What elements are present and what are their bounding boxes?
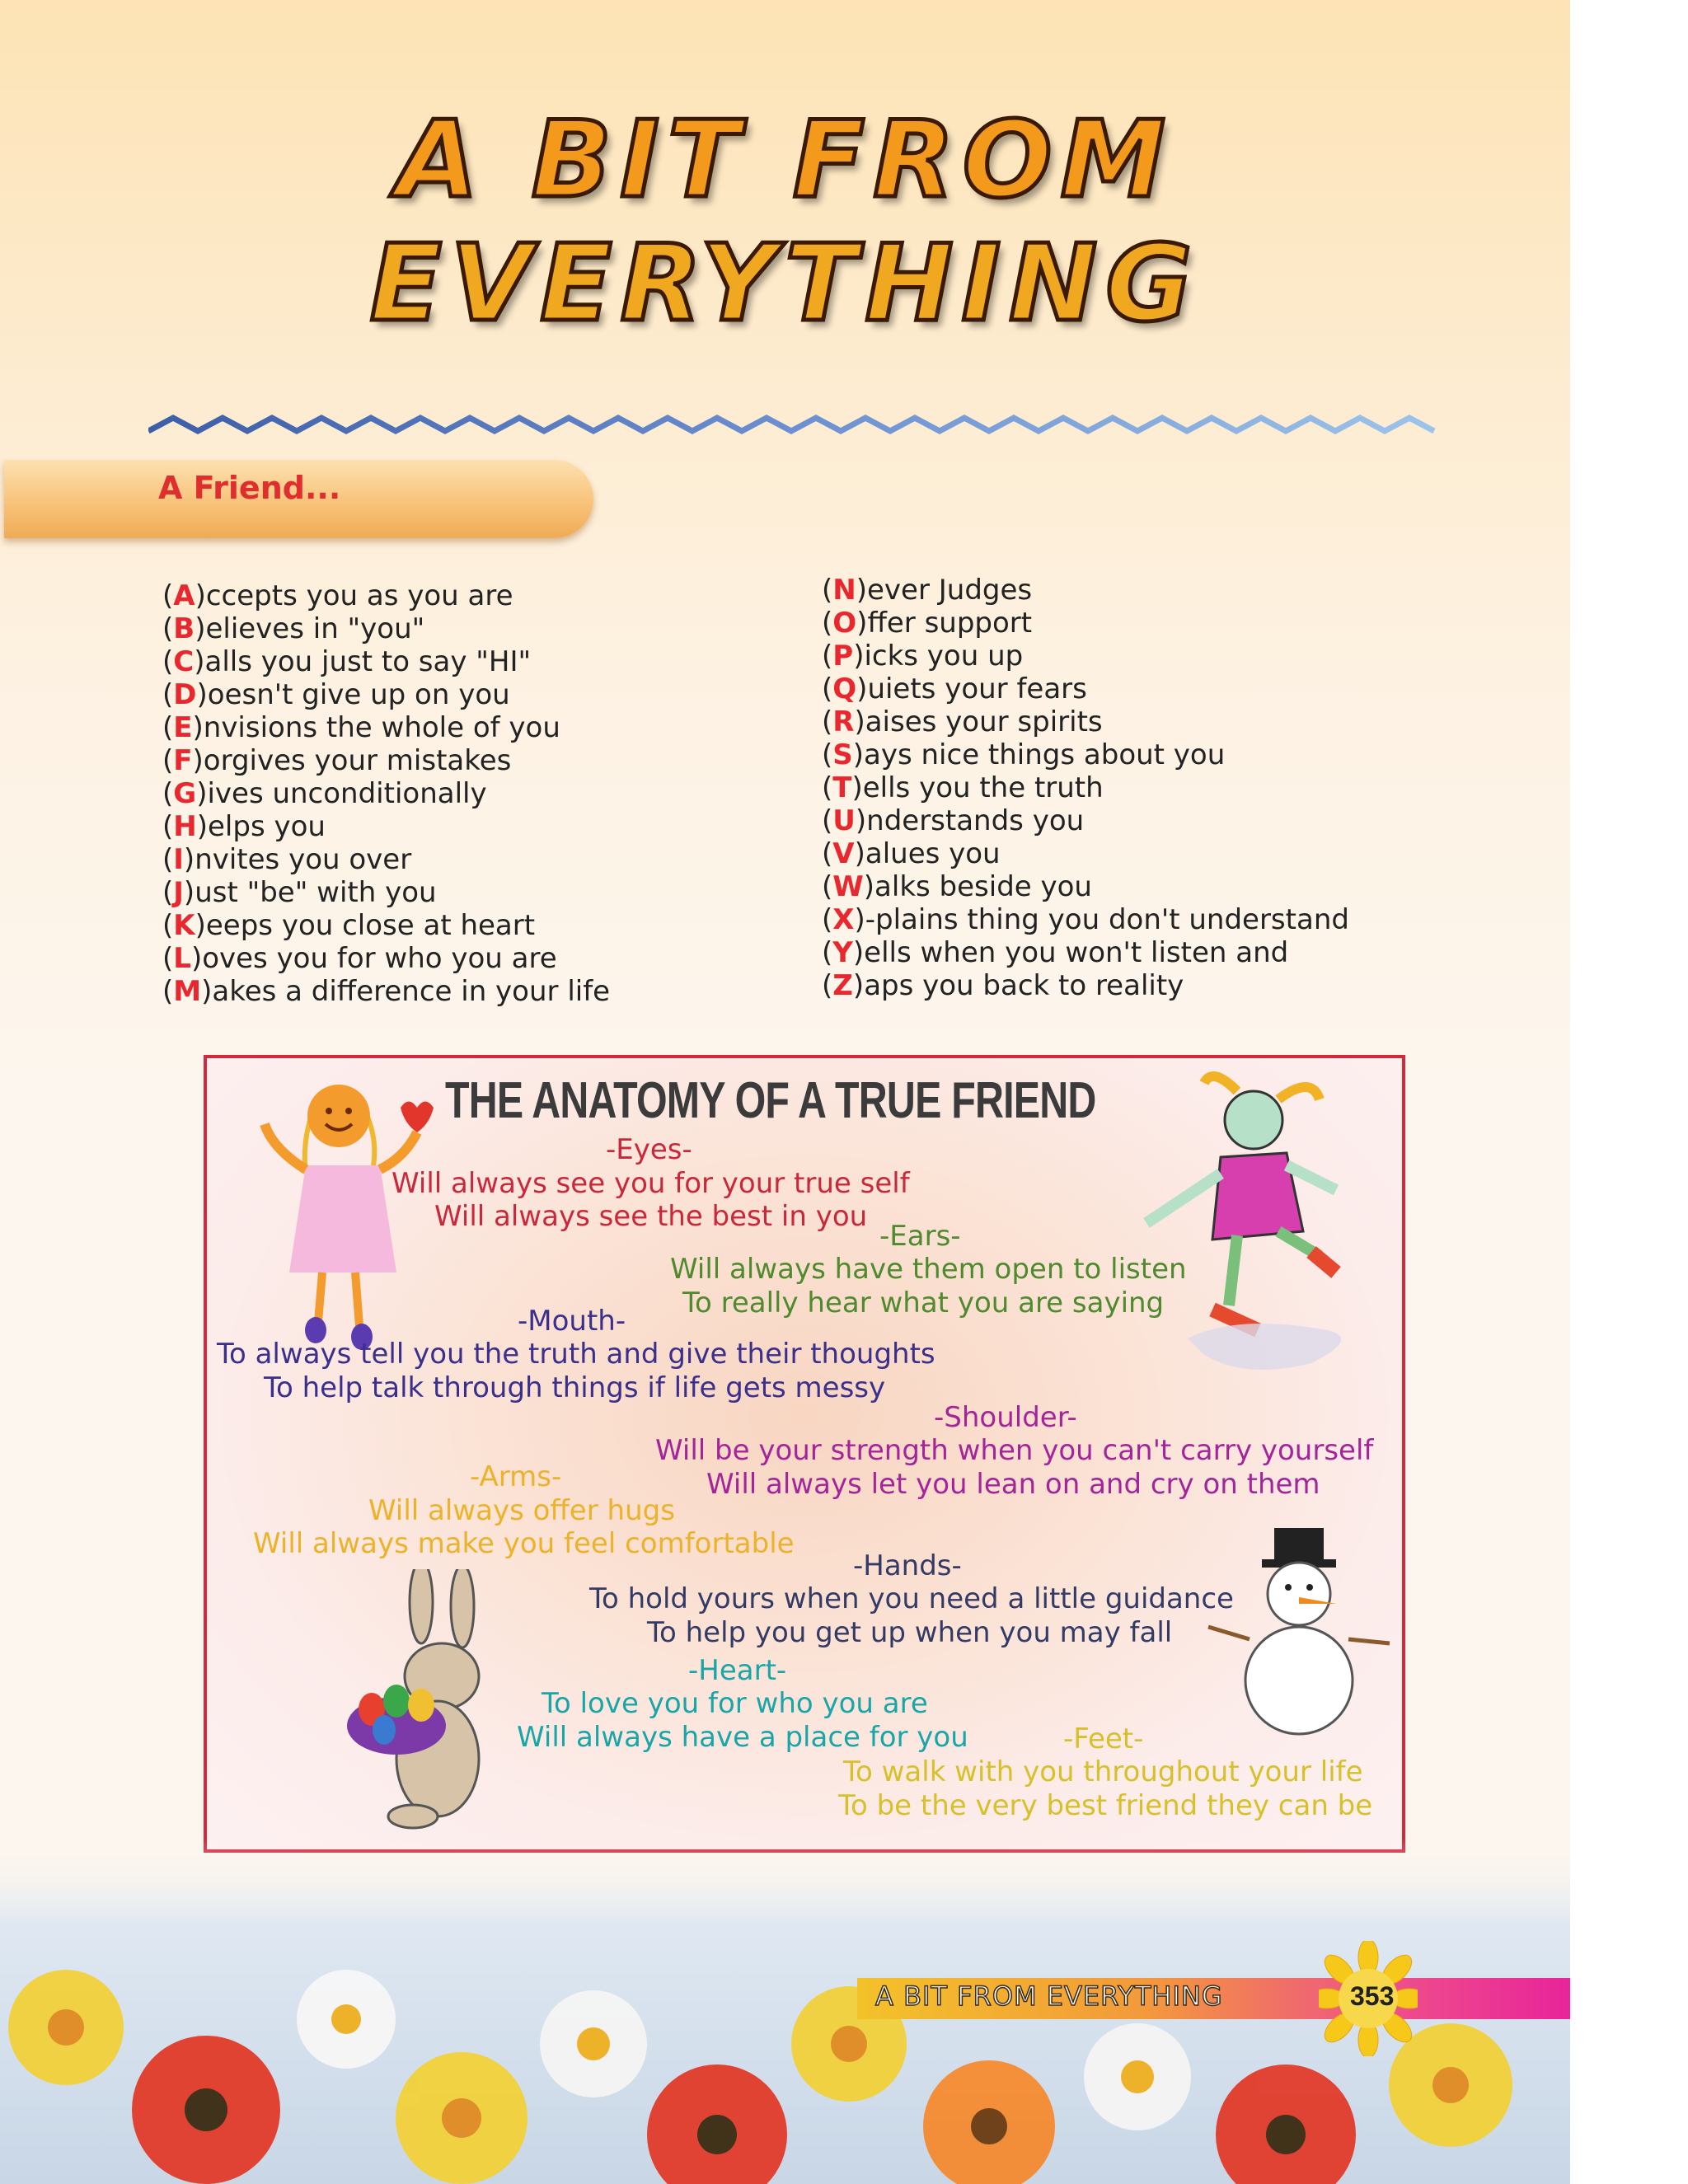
acrostic-row <box>162 876 610 909</box>
acrostic-text: eeps you close at heart <box>205 909 536 942</box>
acrostic-letter: J <box>173 876 184 909</box>
paren-close: ) <box>196 678 208 711</box>
acrostic-row <box>822 705 1349 738</box>
mouth-heading: -Mouth- <box>518 1305 626 1338</box>
acrostic-letter: L <box>173 942 191 975</box>
paren-close: ) <box>192 744 204 777</box>
acrostic-text: alls you just to say "HI" <box>204 645 532 678</box>
paren-close: ) <box>852 738 865 771</box>
acrostic-letter: H <box>173 810 197 843</box>
acrostic-right-column <box>822 574 1349 1002</box>
acrostic-row <box>822 804 1349 837</box>
acrostic-letter: G <box>173 777 197 810</box>
paren-close: ) <box>201 975 213 1008</box>
acrostic-text: orgives your mistakes <box>203 744 512 777</box>
acrostic-text: -plains thing you don't understand <box>865 903 1349 936</box>
skater-girl-illustration-icon <box>1114 1066 1377 1380</box>
paren-open: ( <box>822 969 833 1002</box>
acrostic-letter: I <box>173 843 184 876</box>
bunny-illustration-icon <box>331 1569 528 1849</box>
feet-line-1: To walk with you throughout your life <box>843 1755 1363 1788</box>
acrostic-letter: K <box>173 909 195 942</box>
acrostic-letter: D <box>173 678 197 711</box>
paren-open: ( <box>822 607 833 640</box>
acrostic-row <box>822 936 1349 969</box>
acrostic-letter: B <box>173 612 195 645</box>
paren-close: ) <box>854 903 865 936</box>
acrostic-row <box>162 942 610 975</box>
acrostic-letter: E <box>173 711 193 744</box>
hands-line-2: To help you get up when you may fall <box>647 1616 1173 1649</box>
paren-close: ) <box>195 612 206 645</box>
paren-close: ) <box>856 574 867 607</box>
paren-close: ) <box>196 810 208 843</box>
acrostic-letter: U <box>832 804 856 837</box>
acrostic-row <box>822 903 1349 936</box>
ears-heading: -Ears- <box>879 1220 961 1253</box>
mouth-line-1: To always tell you the truth and give their thoughts <box>217 1338 935 1371</box>
page-title <box>0 99 1570 346</box>
acrostic-row <box>162 711 610 744</box>
eyes-heading: -Eyes- <box>606 1133 692 1166</box>
acrostic-text: icks you up <box>864 640 1024 673</box>
acrostic-text: oves you for who you are <box>202 942 557 975</box>
acrostic-row <box>822 771 1349 804</box>
acrostic-letter: Q <box>832 673 857 705</box>
acrostic-text: elps you <box>208 810 326 843</box>
acrostic-text: akes a difference in your life <box>212 975 611 1008</box>
paren-open: ( <box>162 678 174 711</box>
acrostic-text: alks beside you <box>874 870 1092 903</box>
acrostic-letter: X <box>832 903 855 936</box>
paren-open: ( <box>162 711 174 744</box>
acrostic-letter: Y <box>832 936 853 969</box>
ears-line-1: Will always have them open to listen <box>670 1253 1187 1286</box>
paren-open: ( <box>162 612 174 645</box>
paren-open: ( <box>162 744 174 777</box>
acrostic-row <box>162 777 610 810</box>
paren-open: ( <box>162 975 174 1008</box>
paren-close: ) <box>855 804 867 837</box>
paren-close: ) <box>195 579 206 612</box>
acrostic-letter: N <box>832 574 856 607</box>
acrostic-text: nderstands you <box>866 804 1085 837</box>
title-line-1: A BIT FROM <box>396 99 1174 222</box>
shoulder-line-1: Will be your strength when you can't carry yourself <box>655 1434 1374 1467</box>
paren-close: ) <box>192 711 204 744</box>
mouth-line-2: To help talk through things if life gets messy <box>264 1371 886 1404</box>
paren-open: ( <box>822 903 833 936</box>
acrostic-row <box>162 579 610 612</box>
acrostic-row <box>162 909 610 942</box>
acrostic-row <box>162 810 610 843</box>
paren-open: ( <box>822 771 833 804</box>
acrostic-row <box>822 640 1349 673</box>
acrostic-row <box>822 673 1349 705</box>
paren-open: ( <box>822 837 833 870</box>
acrostic-text: oesn't give up on you <box>207 678 510 711</box>
paren-open: ( <box>162 645 174 678</box>
paren-close: ) <box>863 870 875 903</box>
acrostic-letter: T <box>832 771 852 804</box>
acrostic-text: alues you <box>865 837 1001 870</box>
paren-open: ( <box>822 673 833 705</box>
acrostic-text: ives unconditionally <box>207 777 487 810</box>
paren-close: ) <box>196 777 208 810</box>
title-line-2: EVERYTHING <box>369 223 1201 345</box>
page-number: 353 <box>1350 1981 1395 2011</box>
paren-open: ( <box>162 876 174 909</box>
acrostic-text: nvites you over <box>195 843 412 876</box>
girl-illustration-icon <box>256 1075 438 1355</box>
acrostic-text: aps you back to reality <box>864 969 1184 1002</box>
paren-open: ( <box>162 579 174 612</box>
acrostic-text: aises your spirits <box>865 705 1103 738</box>
footer-running-title: A BIT FROM EVERYTHING <box>875 1980 1223 2012</box>
paren-open: ( <box>822 738 833 771</box>
feet-line-2: To be the very best friend they can be <box>838 1789 1373 1822</box>
paren-open: ( <box>822 870 833 903</box>
heart-heading: -Heart- <box>688 1654 787 1687</box>
paren-close: ) <box>856 673 868 705</box>
acrostic-row <box>162 645 610 678</box>
paren-close: ) <box>852 969 865 1002</box>
paren-open: ( <box>822 705 833 738</box>
paren-close: ) <box>853 640 865 673</box>
acrostic-row <box>822 837 1349 870</box>
acrostic-letter: Z <box>832 969 853 1002</box>
heart-line-2: Will always have a place for you <box>517 1721 968 1754</box>
acrostic-text: nvisions the whole of you <box>203 711 560 744</box>
acrostic-letter: P <box>832 640 854 673</box>
paren-close: ) <box>852 936 865 969</box>
acrostic-row <box>162 744 610 777</box>
acrostic-letter: R <box>832 705 855 738</box>
paren-close: ) <box>194 645 205 678</box>
acrostic-left-column <box>162 579 610 1008</box>
arms-line-1: Will always offer hugs <box>368 1494 675 1527</box>
paren-open: ( <box>162 777 174 810</box>
paren-close: ) <box>854 837 865 870</box>
acrostic-letter: S <box>832 738 853 771</box>
paren-close: ) <box>183 843 195 876</box>
acrostic-letter: W <box>832 870 864 903</box>
zigzag-divider <box>148 408 1451 441</box>
paren-open: ( <box>162 810 174 843</box>
snowman-illustration-icon <box>1204 1528 1394 1742</box>
shoulder-line-2: Will always let you lean on and cry on them <box>706 1468 1320 1501</box>
paren-close: ) <box>856 607 868 640</box>
paren-close: ) <box>851 771 863 804</box>
acrostic-row <box>162 612 610 645</box>
ears-line-2: To really hear what you are saying <box>682 1286 1165 1319</box>
acrostic-letter: M <box>173 975 202 1008</box>
paren-open: ( <box>162 909 174 942</box>
anatomy-title: THE ANATOMY OF A TRUE FRIEND <box>445 1072 1096 1129</box>
eyes-line-2: Will always see the best in you <box>434 1200 868 1233</box>
paren-open: ( <box>822 574 833 607</box>
paren-close: ) <box>854 705 865 738</box>
eyes-line-1: Will always see you for your true self <box>392 1167 910 1200</box>
acrostic-text: ust "be" with you <box>195 876 437 909</box>
acrostic-letter: F <box>173 744 193 777</box>
acrostic-row <box>162 843 610 876</box>
acrostic-text: ells you the truth <box>862 771 1104 804</box>
shoulder-heading: -Shoulder- <box>934 1401 1077 1434</box>
hands-line-1: To hold yours when you need a little guidance <box>589 1582 1234 1615</box>
acrostic-letter: O <box>832 607 857 640</box>
section-tab-label: A Friend... <box>158 470 341 506</box>
feet-heading: -Feet- <box>1063 1722 1144 1755</box>
acrostic-letter: V <box>832 837 855 870</box>
acrostic-text: ells when you won't listen and <box>864 936 1289 969</box>
acrostic-letter: A <box>173 579 195 612</box>
acrostic-row <box>822 870 1349 903</box>
arms-heading: -Arms- <box>470 1460 562 1493</box>
heart-line-1: To love you for who you are <box>542 1687 928 1720</box>
acrostic-text: elieves in "you" <box>205 612 425 645</box>
acrostic-text: uiets your fears <box>867 673 1087 705</box>
acrostic-row <box>822 607 1349 640</box>
acrostic-text: ays nice things about you <box>864 738 1226 771</box>
paren-open: ( <box>822 804 833 837</box>
acrostic-row <box>162 678 610 711</box>
acrostic-row <box>822 738 1349 771</box>
acrostic-text: ever Judges <box>867 574 1033 607</box>
acrostic-text: ccepts you as you are <box>205 579 513 612</box>
paren-close: ) <box>190 942 203 975</box>
acrostic-row <box>822 969 1349 1002</box>
paren-open: ( <box>822 640 833 673</box>
paren-close: ) <box>195 909 206 942</box>
arms-line-2: Will always make you feel comfortable <box>253 1527 795 1560</box>
hands-heading: -Hands- <box>853 1549 962 1582</box>
acrostic-row <box>822 574 1349 607</box>
acrostic-letter: C <box>173 645 195 678</box>
acrostic-text: ffer support <box>867 607 1033 640</box>
acrostic-row <box>162 975 610 1008</box>
paren-close: ) <box>183 876 195 909</box>
paren-open: ( <box>162 843 174 876</box>
paren-open: ( <box>822 936 833 969</box>
paren-open: ( <box>162 942 174 975</box>
